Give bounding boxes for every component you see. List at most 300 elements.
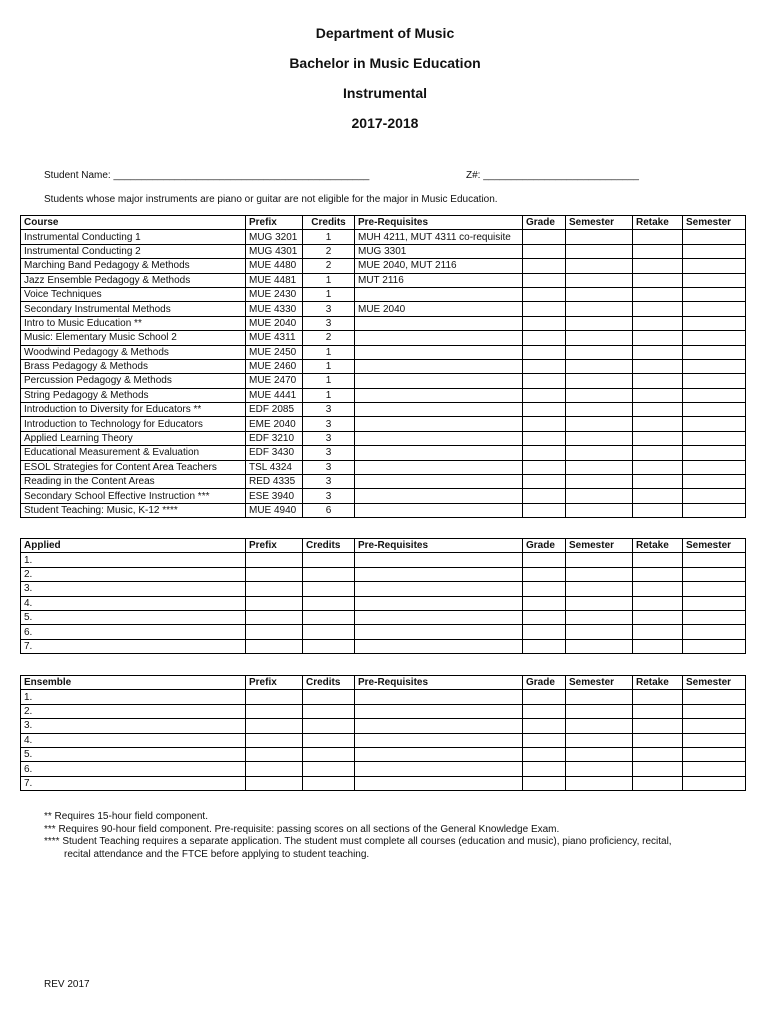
- cell-semester-2[interactable]: [683, 259, 746, 273]
- cell-grade[interactable]: [523, 762, 566, 776]
- cell-prefix: RED 4335: [246, 475, 303, 489]
- header-prerequisites: Pre-Requisites: [355, 676, 523, 690]
- cell-prerequisites: [355, 417, 523, 431]
- cell-semester[interactable]: [566, 331, 633, 345]
- header-course: Applied: [21, 539, 246, 553]
- cell-retake[interactable]: [633, 582, 683, 596]
- cell-semester-2[interactable]: [683, 302, 746, 316]
- cell-credits: 3: [303, 489, 355, 503]
- cell-credits: 2: [303, 331, 355, 345]
- cell-semester[interactable]: [566, 639, 633, 653]
- cell-prefix: EDF 3430: [246, 446, 303, 460]
- cell-semester-2[interactable]: [683, 388, 746, 402]
- cell-semester-2[interactable]: [683, 610, 746, 624]
- cell-prerequisites: [355, 446, 523, 460]
- header-prerequisites: Pre-Requisites: [355, 216, 523, 230]
- cell-prefix: MUE 4330: [246, 302, 303, 316]
- header-semester: Semester: [566, 539, 633, 553]
- cell-retake[interactable]: [633, 259, 683, 273]
- cell-grade[interactable]: [523, 625, 566, 639]
- cell-semester-2[interactable]: [683, 690, 746, 704]
- cell-prerequisites[interactable]: [355, 553, 523, 567]
- cell-semester-2[interactable]: [683, 345, 746, 359]
- cell-grade[interactable]: [523, 403, 566, 417]
- cell-retake[interactable]: [633, 331, 683, 345]
- cell-course: 5.: [21, 747, 246, 761]
- cell-prefix: MUE 4311: [246, 331, 303, 345]
- footnote-student-teaching-cont: recital attendance and the FTCE before applying to student teaching.: [64, 848, 370, 860]
- applied-table: [20, 538, 746, 654]
- cell-grade[interactable]: [523, 553, 566, 567]
- cell-retake[interactable]: [633, 747, 683, 761]
- cell-credits[interactable]: [303, 704, 355, 718]
- cell-grade[interactable]: [523, 359, 566, 373]
- cell-credits[interactable]: [303, 582, 355, 596]
- cell-prerequisites: [355, 345, 523, 359]
- cell-semester[interactable]: [566, 460, 633, 474]
- header-course: Ensemble: [21, 676, 246, 690]
- cell-grade[interactable]: [523, 596, 566, 610]
- table-row: [21, 259, 746, 273]
- cell-retake[interactable]: [633, 388, 683, 402]
- cell-course: 2.: [21, 704, 246, 718]
- cell-grade[interactable]: [523, 733, 566, 747]
- cell-grade[interactable]: [523, 776, 566, 790]
- cell-retake[interactable]: [633, 625, 683, 639]
- cell-grade[interactable]: [523, 639, 566, 653]
- department-title: Department of Music: [315, 25, 455, 41]
- table-row: [21, 287, 746, 301]
- cell-prerequisites: [355, 388, 523, 402]
- cell-semester[interactable]: [566, 596, 633, 610]
- cell-prerequisites: [355, 403, 523, 417]
- cell-semester[interactable]: [566, 489, 633, 503]
- cell-semester-2[interactable]: [683, 316, 746, 330]
- footnote-field-15: ** Requires 15-hour field component.: [44, 811, 208, 822]
- table-row: [21, 503, 746, 517]
- table-row: [21, 489, 746, 503]
- cell-semester[interactable]: [566, 553, 633, 567]
- cell-semester[interactable]: [566, 582, 633, 596]
- cell-grade[interactable]: [523, 431, 566, 445]
- cell-course: Brass Pedagogy & Methods: [21, 359, 246, 373]
- cell-grade[interactable]: [523, 446, 566, 460]
- header-prerequisites: Pre-Requisites: [355, 539, 523, 553]
- cell-semester-2[interactable]: [683, 431, 746, 445]
- cell-retake[interactable]: [633, 690, 683, 704]
- cell-credits: 3: [303, 475, 355, 489]
- cell-credits[interactable]: [303, 610, 355, 624]
- cell-retake[interactable]: [633, 230, 683, 244]
- cell-prefix[interactable]: [246, 690, 303, 704]
- cell-grade[interactable]: [523, 690, 566, 704]
- cell-grade[interactable]: [523, 388, 566, 402]
- cell-course: Percussion Pedagogy & Methods: [21, 374, 246, 388]
- header-course: Course: [21, 216, 246, 230]
- revision-label: REV 2017: [44, 979, 90, 990]
- cell-grade[interactable]: [523, 460, 566, 474]
- cell-prerequisites[interactable]: [355, 704, 523, 718]
- cell-retake[interactable]: [633, 704, 683, 718]
- cell-semester-2[interactable]: [683, 553, 746, 567]
- cell-course: Secondary Instrumental Methods: [21, 302, 246, 316]
- cell-grade[interactable]: [523, 230, 566, 244]
- table-row: [21, 374, 746, 388]
- header-prefix: Prefix: [246, 539, 303, 553]
- cell-course: Secondary School Effective Instruction ***: [21, 489, 246, 503]
- header-credits: Credits: [303, 539, 355, 553]
- cell-credits: 1: [303, 273, 355, 287]
- cell-course: 5.: [21, 610, 246, 624]
- table-row: [21, 460, 746, 474]
- cell-grade[interactable]: [523, 719, 566, 733]
- cell-credits: 6: [303, 503, 355, 517]
- header-credits: Credits: [303, 676, 355, 690]
- cell-semester[interactable]: [566, 503, 633, 517]
- cell-grade[interactable]: [523, 475, 566, 489]
- table-row: [21, 331, 746, 345]
- cell-grade[interactable]: [523, 610, 566, 624]
- cell-semester[interactable]: [566, 733, 633, 747]
- cell-semester-2[interactable]: [683, 776, 746, 790]
- cell-course: Voice Techniques: [21, 287, 246, 301]
- header-semester-2: Semester: [683, 676, 746, 690]
- cell-semester[interactable]: [566, 244, 633, 258]
- cell-retake[interactable]: [633, 719, 683, 733]
- cell-grade[interactable]: [523, 503, 566, 517]
- cell-prefix[interactable]: [246, 733, 303, 747]
- cell-prerequisites[interactable]: [355, 690, 523, 704]
- cell-prerequisites: [355, 503, 523, 517]
- cell-semester[interactable]: [566, 762, 633, 776]
- cell-prefix[interactable]: [246, 582, 303, 596]
- cell-semester-2[interactable]: [683, 704, 746, 718]
- cell-credits[interactable]: [303, 719, 355, 733]
- cell-prefix: MUG 4301: [246, 244, 303, 258]
- cell-semester[interactable]: [566, 446, 633, 460]
- cell-course: Applied Learning Theory: [21, 431, 246, 445]
- table-row: [21, 273, 746, 287]
- cell-prefix[interactable]: [246, 596, 303, 610]
- cell-semester-2[interactable]: [683, 489, 746, 503]
- cell-credits[interactable]: [303, 639, 355, 653]
- cell-credits[interactable]: [303, 567, 355, 581]
- cell-semester[interactable]: [566, 302, 633, 316]
- cell-course: Jazz Ensemble Pedagogy & Methods: [21, 273, 246, 287]
- table-row: [21, 719, 746, 733]
- cell-retake[interactable]: [633, 302, 683, 316]
- cell-credits: 1: [303, 388, 355, 402]
- cell-semester[interactable]: [566, 345, 633, 359]
- header-retake: Retake: [633, 216, 683, 230]
- cell-prerequisites: MUE 2040, MUT 2116: [355, 259, 523, 273]
- cell-prerequisites: [355, 316, 523, 330]
- cell-retake[interactable]: [633, 359, 683, 373]
- cell-retake[interactable]: [633, 596, 683, 610]
- cell-semester[interactable]: [566, 747, 633, 761]
- footnotes: [44, 811, 734, 861]
- cell-retake[interactable]: [633, 489, 683, 503]
- cell-semester-2[interactable]: [683, 403, 746, 417]
- cell-semester[interactable]: [566, 359, 633, 373]
- cell-retake[interactable]: [633, 374, 683, 388]
- cell-course: 4.: [21, 596, 246, 610]
- cell-credits[interactable]: [303, 625, 355, 639]
- cell-semester[interactable]: [566, 625, 633, 639]
- table-row: [21, 610, 746, 624]
- cell-credits[interactable]: [303, 747, 355, 761]
- table-row: [21, 431, 746, 445]
- table-row: [21, 417, 746, 431]
- cell-prerequisites: MUT 2116: [355, 273, 523, 287]
- cell-semester[interactable]: [566, 230, 633, 244]
- cell-retake[interactable]: [633, 503, 683, 517]
- cell-retake[interactable]: [633, 776, 683, 790]
- cell-grade[interactable]: [523, 345, 566, 359]
- cell-prerequisites[interactable]: [355, 567, 523, 581]
- cell-grade[interactable]: [523, 489, 566, 503]
- cell-course: Reading in the Content Areas: [21, 475, 246, 489]
- cell-retake[interactable]: [633, 273, 683, 287]
- cell-prefix[interactable]: [246, 762, 303, 776]
- cell-grade[interactable]: [523, 417, 566, 431]
- cell-course: 4.: [21, 733, 246, 747]
- header-semester-2: Semester: [683, 216, 746, 230]
- cell-course: Instrumental Conducting 1: [21, 230, 246, 244]
- cell-prerequisites[interactable]: [355, 747, 523, 761]
- cell-semester-2[interactable]: [683, 460, 746, 474]
- cell-semester-2[interactable]: [683, 417, 746, 431]
- header-semester-2: Semester: [683, 539, 746, 553]
- cell-semester[interactable]: [566, 417, 633, 431]
- cell-semester-2[interactable]: [683, 287, 746, 301]
- document-header: [0, 24, 770, 144]
- cell-credits: 3: [303, 460, 355, 474]
- table-row: [21, 244, 746, 258]
- cell-grade[interactable]: [523, 374, 566, 388]
- cell-prerequisites[interactable]: [355, 762, 523, 776]
- cell-credits: 2: [303, 259, 355, 273]
- cell-credits[interactable]: [303, 553, 355, 567]
- cell-course: Introduction to Technology for Educators: [21, 417, 246, 431]
- cell-prerequisites[interactable]: [355, 733, 523, 747]
- cell-retake[interactable]: [633, 403, 683, 417]
- cell-retake[interactable]: [633, 762, 683, 776]
- cell-semester-2[interactable]: [683, 567, 746, 581]
- cell-prerequisites[interactable]: [355, 639, 523, 653]
- cell-prefix[interactable]: [246, 567, 303, 581]
- track-title: Instrumental: [342, 85, 427, 101]
- cell-prefix[interactable]: [246, 747, 303, 761]
- cell-semester-2[interactable]: [683, 733, 746, 747]
- cell-semester[interactable]: [566, 776, 633, 790]
- cell-retake[interactable]: [633, 417, 683, 431]
- cell-semester[interactable]: [566, 403, 633, 417]
- cell-semester-2[interactable]: [683, 359, 746, 373]
- cell-semester[interactable]: [566, 610, 633, 624]
- header-grade: Grade: [523, 539, 566, 553]
- cell-course: 1.: [21, 553, 246, 567]
- cell-semester-2[interactable]: [683, 244, 746, 258]
- table-row: [21, 747, 746, 761]
- cell-retake[interactable]: [633, 431, 683, 445]
- cell-prefix[interactable]: [246, 610, 303, 624]
- cell-credits[interactable]: [303, 596, 355, 610]
- cell-prerequisites[interactable]: [355, 610, 523, 624]
- cell-grade[interactable]: [523, 244, 566, 258]
- cell-retake[interactable]: [633, 244, 683, 258]
- cell-semester-2[interactable]: [683, 230, 746, 244]
- table-row: [21, 230, 746, 244]
- cell-grade[interactable]: [523, 259, 566, 273]
- cell-prefix: MUE 2470: [246, 374, 303, 388]
- cell-prefix[interactable]: [246, 625, 303, 639]
- cell-prerequisites: MUG 3301: [355, 244, 523, 258]
- cell-retake[interactable]: [633, 446, 683, 460]
- table-row: [21, 625, 746, 639]
- cell-semester[interactable]: [566, 287, 633, 301]
- cell-grade[interactable]: [523, 316, 566, 330]
- cell-prefix: EDF 2085: [246, 403, 303, 417]
- cell-semester[interactable]: [566, 316, 633, 330]
- table-row: [21, 596, 746, 610]
- cell-semester-2[interactable]: [683, 582, 746, 596]
- cell-credits[interactable]: [303, 733, 355, 747]
- table-row: [21, 582, 746, 596]
- cell-prerequisites[interactable]: [355, 776, 523, 790]
- cell-retake[interactable]: [633, 639, 683, 653]
- header-semester: Semester: [566, 216, 633, 230]
- cell-grade[interactable]: [523, 567, 566, 581]
- cell-prerequisites[interactable]: [355, 719, 523, 733]
- cell-credits[interactable]: [303, 776, 355, 790]
- cell-credits: 1: [303, 230, 355, 244]
- z-number-field[interactable]: Z#: ____________________________: [466, 170, 639, 181]
- cell-grade[interactable]: [523, 302, 566, 316]
- degree-title: Bachelor in Music Education: [289, 55, 481, 71]
- cell-semester[interactable]: [566, 273, 633, 287]
- cell-prefix: ESE 3940: [246, 489, 303, 503]
- cell-course: 2.: [21, 567, 246, 581]
- cell-grade[interactable]: [523, 331, 566, 345]
- cell-semester[interactable]: [566, 259, 633, 273]
- cell-semester[interactable]: [566, 704, 633, 718]
- cell-retake[interactable]: [633, 460, 683, 474]
- cell-retake[interactable]: [633, 287, 683, 301]
- cell-prefix: TSL 4324: [246, 460, 303, 474]
- cell-grade[interactable]: [523, 704, 566, 718]
- cell-semester-2[interactable]: [683, 503, 746, 517]
- cell-course: 6.: [21, 625, 246, 639]
- cell-semester-2[interactable]: [683, 475, 746, 489]
- cell-grade[interactable]: [523, 287, 566, 301]
- cell-prefix[interactable]: [246, 776, 303, 790]
- cell-retake[interactable]: [633, 567, 683, 581]
- cell-semester-2[interactable]: [683, 596, 746, 610]
- cell-retake[interactable]: [633, 733, 683, 747]
- cell-semester[interactable]: [566, 719, 633, 733]
- table-row: [21, 403, 746, 417]
- cell-prerequisites[interactable]: [355, 582, 523, 596]
- cell-course: ESOL Strategies for Content Area Teachers: [21, 460, 246, 474]
- cell-semester-2[interactable]: [683, 625, 746, 639]
- cell-grade[interactable]: [523, 747, 566, 761]
- table-row: [21, 475, 746, 489]
- cell-credits: 3: [303, 417, 355, 431]
- table-row: [21, 639, 746, 653]
- cell-semester-2[interactable]: [683, 762, 746, 776]
- cell-prefix[interactable]: [246, 553, 303, 567]
- cell-retake[interactable]: [633, 610, 683, 624]
- cell-credits: 1: [303, 287, 355, 301]
- cell-prerequisites[interactable]: [355, 596, 523, 610]
- cell-retake[interactable]: [633, 316, 683, 330]
- cell-semester-2[interactable]: [683, 747, 746, 761]
- cell-grade[interactable]: [523, 273, 566, 287]
- cell-retake[interactable]: [633, 345, 683, 359]
- cell-credits: 3: [303, 316, 355, 330]
- header-semester: Semester: [566, 676, 633, 690]
- cell-prefix[interactable]: [246, 704, 303, 718]
- cell-semester-2[interactable]: [683, 273, 746, 287]
- table-row: [21, 690, 746, 704]
- student-name-field[interactable]: Student Name: ______________________________________________: [44, 170, 370, 181]
- cell-semester[interactable]: [566, 475, 633, 489]
- cell-semester-2[interactable]: [683, 639, 746, 653]
- table-header-row: [21, 676, 746, 690]
- header-prefix: Prefix: [246, 216, 303, 230]
- cell-credits[interactable]: [303, 762, 355, 776]
- cell-retake[interactable]: [633, 553, 683, 567]
- cell-semester-2[interactable]: [683, 374, 746, 388]
- cell-prefix[interactable]: [246, 639, 303, 653]
- cell-semester-2[interactable]: [683, 331, 746, 345]
- cell-course: Woodwind Pedagogy & Methods: [21, 345, 246, 359]
- table-row: [21, 388, 746, 402]
- cell-credits[interactable]: [303, 690, 355, 704]
- cell-retake[interactable]: [633, 475, 683, 489]
- cell-credits: 1: [303, 374, 355, 388]
- cell-prerequisites: MUH 4211, MUT 4311 co-requisite: [355, 230, 523, 244]
- cell-semester-2[interactable]: [683, 719, 746, 733]
- cell-semester[interactable]: [566, 374, 633, 388]
- cell-prefix[interactable]: [246, 719, 303, 733]
- cell-prerequisites[interactable]: [355, 625, 523, 639]
- cell-credits: 1: [303, 359, 355, 373]
- table-row: [21, 345, 746, 359]
- table-header-row: [21, 539, 746, 553]
- cell-course: Marching Band Pedagogy & Methods: [21, 259, 246, 273]
- cell-prerequisites: [355, 431, 523, 445]
- cell-semester[interactable]: [566, 690, 633, 704]
- cell-semester[interactable]: [566, 431, 633, 445]
- cell-prefix: MUE 4940: [246, 503, 303, 517]
- cell-prefix: EDF 3210: [246, 431, 303, 445]
- cell-prefix: MUE 2430: [246, 287, 303, 301]
- cell-semester[interactable]: [566, 388, 633, 402]
- table-row: [21, 776, 746, 790]
- cell-prefix: MUE 2450: [246, 345, 303, 359]
- cell-prefix: MUE 4480: [246, 259, 303, 273]
- table-row: [21, 567, 746, 581]
- cell-grade[interactable]: [523, 582, 566, 596]
- cell-prefix: MUG 3201: [246, 230, 303, 244]
- cell-semester[interactable]: [566, 567, 633, 581]
- cell-semester-2[interactable]: [683, 446, 746, 460]
- cell-course: Student Teaching: Music, K-12 ****: [21, 503, 246, 517]
- table-row: [21, 733, 746, 747]
- cell-prefix: MUE 2040: [246, 316, 303, 330]
